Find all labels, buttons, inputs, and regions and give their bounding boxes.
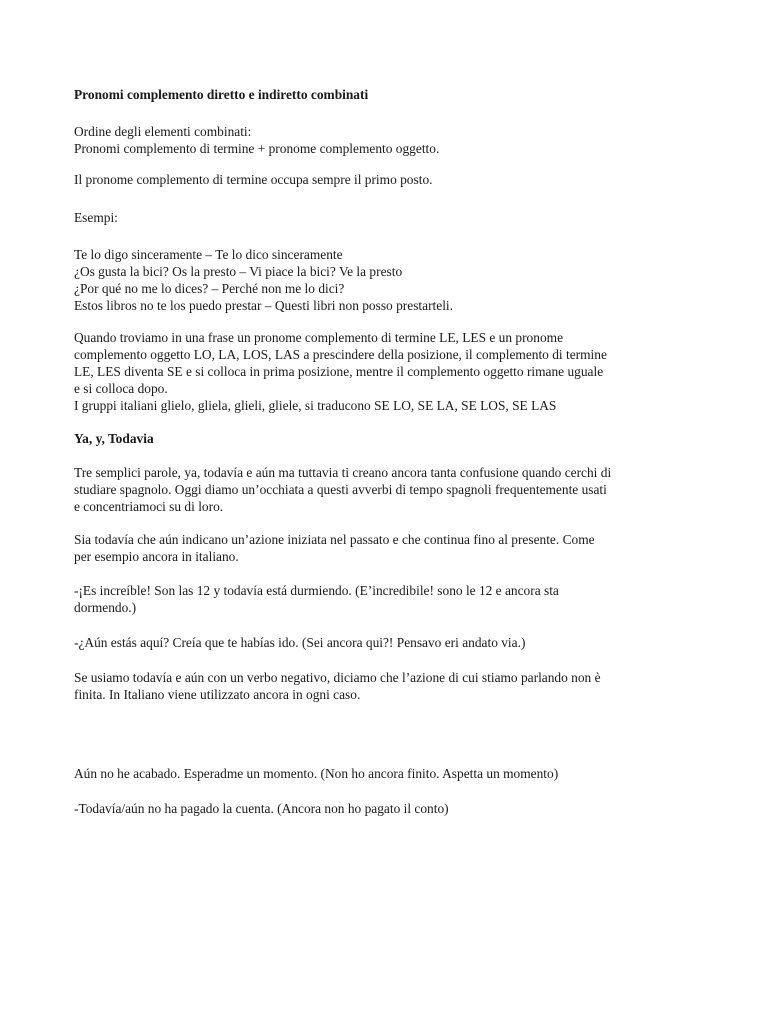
example-todavia-line: -¡Es increíble! Son las 12 y todavía está durmiendo. (E’incredibile! sono le 12 e ancora sta	[74, 583, 559, 598]
definition-line: per esempio ancora in italiano.	[74, 549, 239, 564]
examples-list	[74, 246, 714, 314]
explanation-paragraph	[74, 329, 714, 414]
example-line: Te lo digo sinceramente – Te lo dico sinceramente	[74, 247, 343, 262]
intro-line: studiare spagnolo. Oggi diamo un’occhiata a questi avverbi di tempo spagnoli frequentemente usati	[74, 482, 607, 497]
example-aun-paragraph: -¿Aún estás aquí? Creía que te habías ido. (Sei ancora qui?! Pensavo eri andato via.)	[74, 635, 526, 650]
explanation-line: I gruppi italiani glielo, gliela, glieli, gliele, si traducono SE LO, SE LA, SE LOS, SE LAS	[74, 398, 557, 413]
order-text: Pronomi complemento di termine + pronome complemento oggetto.	[74, 141, 440, 156]
intro-line: Tre semplici parole, ya, todavía e aún ma tuttavia ti creano ancora tanta confusione quando cerchi di	[74, 465, 612, 480]
definition-line: Sia todavía che aún indicano un’azione iniziata nel passato e che continua fino al presente. Come	[74, 532, 595, 547]
negative-line: Se usiamo todavía e aún con un verbo negativo, diciamo che l’azione di cui stiamo parlando non è	[74, 670, 601, 685]
negative-line: finita. In Italiano viene utilizzato ancora in ogni caso.	[74, 687, 361, 702]
section-title-ya: Ya, y, Todavia	[74, 431, 154, 446]
example-line: Estos libros no te los puedo prestar – Questi libri non posso prestarteli.	[74, 298, 453, 313]
example-todavia-paragraph	[74, 582, 714, 616]
example-line: ¿Os gusta la bici? Os la presto – Vi piace la bici? Ve la presto	[74, 264, 403, 279]
negative-paragraph	[74, 669, 714, 703]
order-label: Ordine degli elementi combinati:	[74, 124, 252, 139]
example-todavia-line: dormendo.)	[74, 600, 137, 615]
section-title-pronomi: Pronomi complemento diretto e indiretto combinati	[74, 87, 369, 102]
example-acabado-paragraph: Aún no he acabado. Esperadme un momento. (Non ho ancora finito. Aspetta un momento)	[74, 766, 559, 781]
rule-paragraph: Il pronome complemento di termine occupa sempre il primo posto.	[74, 172, 433, 187]
definition-paragraph	[74, 531, 714, 565]
explanation-line: e si colloca dopo.	[74, 381, 168, 396]
order-paragraph	[74, 123, 714, 157]
explanation-line: complemento oggetto LO, LA, LOS, LAS a prescindere della posizione, il complemento di termine	[74, 347, 607, 362]
intro-paragraph	[74, 464, 714, 515]
examples-label: Esempi:	[74, 210, 118, 225]
example-line: ¿Por qué no me lo dices? – Perché non me lo dici?	[74, 281, 345, 296]
example-cuenta-paragraph: -Todavía/aún no ha pagado la cuenta. (Ancora non ho pagato il conto)	[74, 801, 449, 816]
explanation-line: LE, LES diventa SE e si colloca in prima posizione, mentre il complemento oggetto rimane uguale	[74, 364, 604, 379]
intro-line: e concentriamoci su di loro.	[74, 499, 224, 514]
document-page	[74, 86, 714, 817]
explanation-line: Quando troviamo in una frase un pronome complemento di termine LE, LES e un pronome	[74, 330, 564, 345]
